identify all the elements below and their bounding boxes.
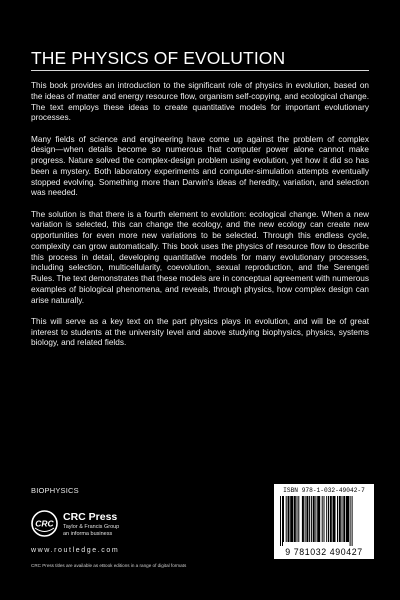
ebook-availability-note: CRC Press titles are available as eBook editions in a range of digital formats [31, 563, 187, 568]
publisher-business-line: an informa business [63, 531, 113, 537]
barcode-bar [313, 496, 315, 542]
barcode-bar [302, 496, 304, 542]
title-divider [31, 70, 369, 71]
barcode-bar [288, 496, 290, 542]
barcode-guard-bar [352, 496, 353, 546]
book-title: THE PHYSICS OF EVOLUTION [31, 48, 286, 68]
barcode-bar [309, 496, 310, 542]
barcode-bar [346, 496, 349, 542]
barcode-bar [326, 496, 327, 542]
publisher-website[interactable]: www.routledge.com [31, 547, 120, 554]
isbn-label: ISBN 978-1-032-49042-7 [283, 487, 365, 494]
blurb-paragraph-2: Many fields of science and engineering have come up against the problem of complex design—when details become so numerous that computer power alone cannot make progress. Nature solved the complex-design problem using evolution, yet how it did so has been a mystery. Both laboratory experiments and computer-simulation attempts eventually stopped evolving. Something more than Darwin's ideas of heredity, variation, and selection was needed. [31, 134, 369, 198]
blurb-paragraph-3: The solution is that there is a fourth element to evolution: ecological change. When a new variation is selected, this can change the ecology, and the new ecology can create new opportunities for even more new variations to be selected. Through this endless cycle, complexity can grow automatically. This book uses the physics of resource flow to describe this process in detail, developing quantitative models for many evolutionary processes, including selection, multicellularity, coevolution, sexual reproduction, and the Serengeti Rules. The text demonstrates that these models are in conceptual agreement with numerous examples of biological phenomena, and reveals, through physics, how complex design can arise naturally. [31, 209, 369, 305]
barcode-bar [294, 496, 296, 542]
barcode-bar [328, 496, 329, 542]
barcode-bar [298, 496, 299, 542]
barcode-bar [286, 496, 287, 542]
publisher-block [31, 510, 231, 550]
barcode-bar [339, 496, 341, 542]
barcode-bar [343, 496, 345, 542]
barcode-guard-bar [350, 496, 351, 546]
barcode-digits: 9 781032 490427 [285, 547, 363, 557]
barcode-bar [297, 496, 298, 542]
blurb-paragraph-4: This will serve as a key text on the part physics plays in evolution, and will be of great interest to students at the university level and above studying biophysics, physics, systems biology, and related fields. [31, 316, 369, 348]
barcode-bar [305, 496, 306, 542]
barcode-bar [290, 496, 293, 542]
barcode-bar [324, 496, 325, 542]
blurb [31, 81, 369, 360]
barcode-bar [337, 496, 338, 542]
publisher-name: CRC Press [63, 511, 118, 523]
crc-logo-text: CRC [35, 518, 54, 529]
barcode-bar [317, 496, 320, 542]
barcode-bar [315, 496, 316, 542]
barcode-bar [283, 496, 284, 542]
barcode-bar [311, 496, 312, 542]
blurb-paragraph-1: This book provides an introduction to the significant role of physics in evolution, based on the ideas of matter and energy resource flow, organism self-copying, and ecological change. The text employs these ideas to create quantitative models for important evolutionary processes. [31, 81, 369, 123]
subject-category: BIOPHYSICS [31, 486, 79, 495]
isbn-barcode [274, 484, 374, 559]
barcode-guard-bar [280, 496, 281, 546]
publisher-group: Taylor & Francis Group [63, 524, 120, 530]
barcode-guard-bar [282, 496, 283, 546]
barcode-bar [342, 496, 343, 542]
barcode-bar [306, 496, 308, 542]
barcode-bars [278, 496, 370, 546]
crc-press-logo-icon [31, 510, 58, 537]
barcode-bar [330, 496, 332, 542]
barcode-bar [322, 496, 323, 542]
barcode-bar [333, 496, 336, 542]
